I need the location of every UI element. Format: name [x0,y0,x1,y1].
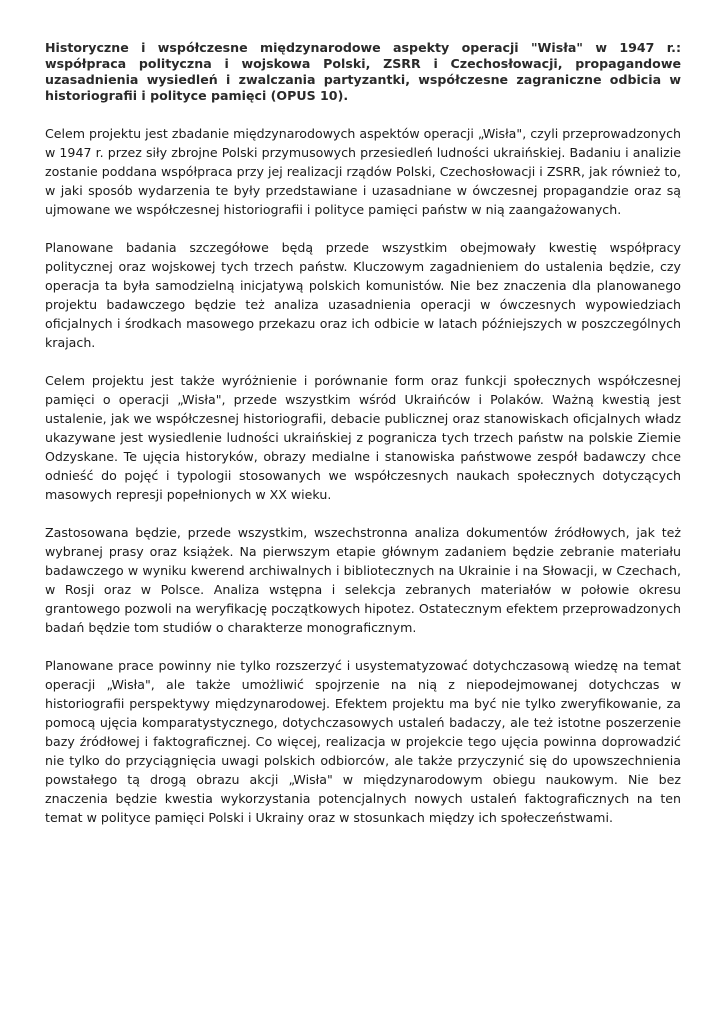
paragraph-methodology: Zastosowana będzie, przede wszystkim, wszechstronna analiza dokumentów źródłowych, jak też wybranej prasy oraz książek. Na pierwszym etapie głównym zadaniem będzie zebranie materiału badawczego w wyniku kwerend archiwalnych i bibliotecznych na Ukrainie i na Słowacji, w Czechach, w Rosji oraz w Polsce. Analiza wstępna i selekcja zebranych materiałów w połowie okresu grantowego pozwoli na weryfikację początkowych hipotez. Ostatecznym efektem przeprowadzonych badań będzie tom studiów o charakterze monograficznym. [45,525,681,635]
document-page [45,40,681,846]
paragraph-expected-results: Planowane prace powinny nie tylko rozszerzyć i usystematyzować dotychczasową wiedzę na temat operacji „Wisła", ale także umożliwić spojrzenie na nią z niepodejmowanej dotychczas w historiografii perspektywy międzynarodowej. Efektem projektu ma być nie tylko zweryfikowanie, za pomocą ujęcia komparatystycznego, dotychczasowych ustaleń badaczy, ale też istotne poszerzenie bazy źródłowej i faktograficznej. Co więcej, realizacja w projekcie tego ujęcia powinna doprowadzić nie tylko do przyciągnięcia uwagi polskich odbiorców, ale także przyczynić się do upowszechnienia powstałego tą drogą obrazu akcji „Wisła" w międzynarodowym obiegu naukowym. Nie bez znaczenia będzie kwestia wykorzystania potencjalnych nowych ustaleń faktograficznych na ten temat w polityce pamięci Polski i Ukrainy oraz w stosunkach między ich społeczeństwami. [45,658,681,825]
paragraph-memory-forms: Celem projektu jest także wyróżnienie i porównanie form oraz funkcji społecznych współczesnej pamięci o operacji „Wisła", przede wszystkim wśród Ukraińców i Polaków. Ważną kwestią jest ustalenie, jak we współczesnej historiografii, debacie publicznej oraz stanowiskach oficjalnych władz ukazywane jest wysiedlenie ludności ukraińskiej z pogranicza tych trzech państw na polskie Ziemie Odzyskane. Te ujęcia historyków, obrazy medialne i stanowiska państwowe zespół badawczy chce odnieść do pojęć i typologii stosowanych we współczesnych naukach społecznych dotyczących masowych represji popełnionych w XX wieku. [45,373,681,502]
paragraph-project-goal: Celem projektu jest zbadanie międzynarodowych aspektów operacji „Wisła", czyli przeprowadzonych w 1947 r. przez siły zbrojne Polski przymusowych przesiedleń ludności ukraińskiej. Badaniu i analizie zostanie poddana współpraca przy jej realizacji rządów Polski, Czechosłowacji i ZSRR, jak również to, w jaki sposób wydarzenia te były przedstawiane i uzasadniane w ówczesnej propagandzie oraz są ujmowane we współczesnej historiografii i polityce pamięci państw w nią zaangażowanych. [45,126,681,217]
paragraph-detailed-research: Planowane badania szczegółowe będą przede wszystkim obejmowały kwestię współpracy politycznej oraz wojskowej tych trzech państw. Kluczowym zagadnieniem do ustalenia będzie, czy operacja ta była samodzielną inicjatywą polskich komunistów. Nie bez znaczenia dla planowanego projektu badawczego będzie też analiza uzasadnienia operacji w ówczesnych wypowiedziach oficjalnych i środkach masowego przekazu oraz ich odbicie w latach późniejszych w poszczególnych krajach. [45,240,681,350]
document-title: Historyczne i współczesne międzynarodowe aspekty operacji "Wisła" w 1947 r.: współpraca polityczna i wojskowa Polski, ZSRR i Czechosłowacji, propagandowe uzasadnienia wysiedleń i zwalczania partyzantki, współczesne zagraniczne odbicia w historiografii i polityce pamięci (OPUS 10). [45,40,681,103]
